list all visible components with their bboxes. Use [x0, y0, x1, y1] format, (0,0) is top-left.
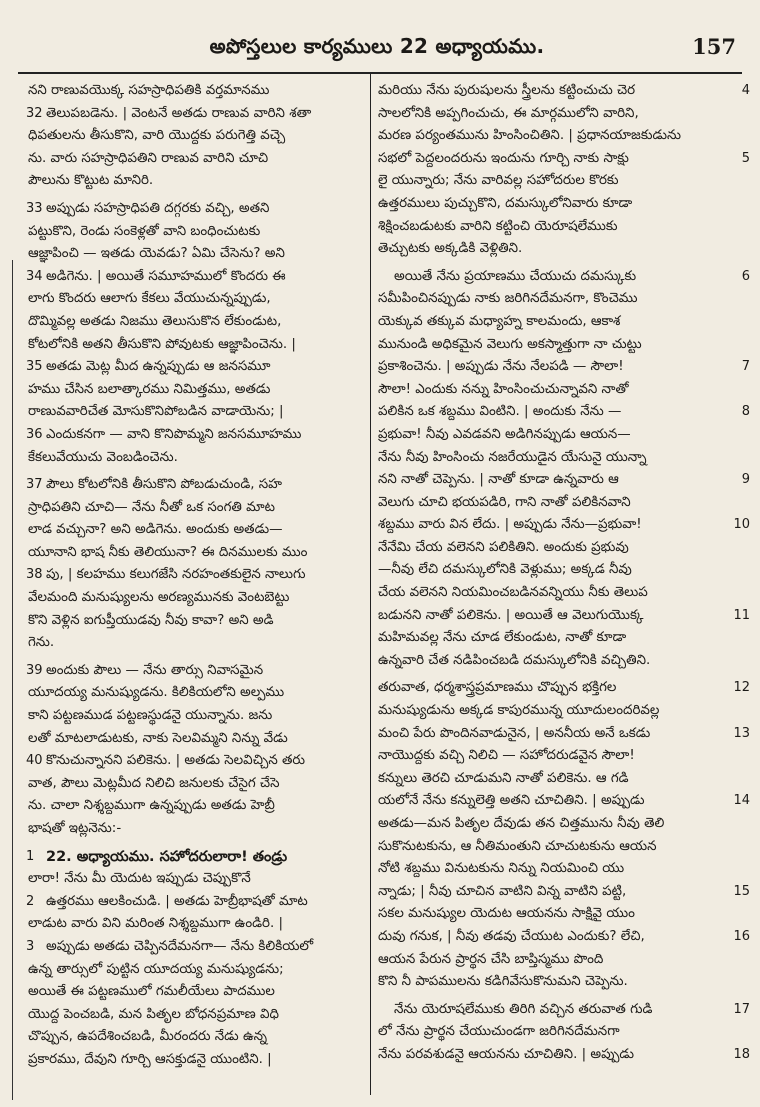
verse-number: 13: [733, 725, 750, 741]
text-line: [378, 723, 750, 746]
verse-text: ప్రకాశించెను. | అప్పుడు నేను నేలపడి — సౌలా!: [378, 359, 624, 375]
verse-number: 38: [26, 567, 43, 583]
text-line: [28, 243, 362, 266]
verse-text: లారా! నేను మీ యెదుట ఇప్పుడు చెప్పుకొనే: [28, 871, 251, 887]
verse-text: హము చేసిన బలాత్కారము నిమిత్తము, అతడు: [28, 381, 271, 397]
text-line: [378, 103, 714, 126]
verse-text: నేను యెరూషలేముకు తిరిగి వచ్చిన తరువాత గుడి: [394, 1001, 653, 1017]
text-line: [28, 221, 362, 244]
verse-text: సకల మనుష్యుల యెదుట ఆయనను సాక్షివై యుం: [378, 906, 635, 922]
verse-text: దువు గనుక, | నీవు తడవు చేయుట ఎందుకు? లేచి,: [378, 928, 645, 944]
text-line: [378, 469, 750, 492]
text-line: [28, 818, 362, 841]
text-line: [28, 170, 362, 193]
text-line: [28, 564, 362, 587]
verse-number: 33: [26, 200, 43, 216]
text-line: [378, 492, 714, 515]
verse-text: తరువాత, ధర్మశాస్త్రప్రమాణము చొప్పున భక్తిగల: [378, 680, 617, 696]
verse-text: బడునని నాతో పలికెను. | అయితే ఆ వెలుగుయొక్క: [378, 607, 644, 623]
verse-text: లాగు కొందరు ఆలాగు కేకలు వేయుచున్నప్పుడు,: [28, 291, 271, 307]
verse-number: 16: [733, 928, 750, 944]
text-line: [378, 334, 714, 357]
verse-text: —నీవు లేచి దమస్కులోనికి వెళ్లుము; అక్కడ నీవు: [378, 562, 632, 578]
text-line: [378, 999, 750, 1022]
verse-text: యొద్ద పెంచబడి, మన పితృల బోధనప్రమాణ విధి: [28, 1006, 279, 1022]
verse-number: 15: [733, 883, 750, 899]
verse-text: లో నేను ప్రార్థన చేయుచుండగా జరిగినదేమనగా: [378, 1024, 620, 1040]
text-line: [28, 913, 362, 936]
verse-number: 32: [26, 105, 43, 121]
verse-text: ఆజ్ఞాపించి — ఇతడు యెవడు? ఏమి చేసెను? అని: [28, 246, 285, 262]
verse-text: కొని వెళ్లిన ఐగుప్తీయుడవు నీవు కావా? అని అడి: [28, 612, 274, 628]
verse-text: యూదయ్య మనుష్యుడను. కిలికియలోని అల్పము: [28, 685, 285, 701]
verse-text: కోటలోనికి అతని తీసుకొని పోవుటకు ఆజ్ఞాపించెను. |: [28, 336, 296, 352]
text-line: [28, 795, 362, 818]
text-line: [378, 971, 714, 994]
verse-number: 34: [26, 268, 43, 284]
verse-text: మనుష్యుడును అక్కడ కాపురమున్న యూదులందరివల్ల: [378, 703, 660, 719]
text-line: [378, 238, 714, 261]
text-line: [378, 881, 750, 904]
verse-text: నని రాణువయొక్క సహస్రాధిపతికి వర్తమానము: [28, 83, 270, 98]
verse-text: నని నాతో చెప్పెను. | నాతో కూడా ఉన్నవారు ఆ: [378, 472, 619, 488]
verse-text: నోటి శబ్దము వినుటకును నిన్ను నియమించి యు: [378, 861, 625, 877]
verse-text: సౌలా! ఎందుకు నన్ను హింసించుచున్నావని నాతో: [378, 381, 629, 397]
verse-number: 37: [26, 477, 43, 493]
verse-text: యూనాని భాష నీకు తెలియునా? ఈ దినములకు ముం: [28, 544, 308, 560]
text-line: [28, 519, 362, 542]
text-line: [28, 750, 362, 773]
verse-text: తెలుపబడెను. | వెంటనే అతడు రాణువ వారిని శతా: [46, 105, 312, 121]
text-line: [378, 170, 714, 193]
text-line: [28, 660, 362, 683]
verse-text: లతో మాటలాడుటకు, నాకు సెలవిమ్మని నిన్ను వేడు: [28, 730, 288, 746]
verse-number: 4: [741, 83, 750, 98]
left-column: [28, 80, 362, 1072]
verse-text: ఆయన పేరున ప్రార్థన చేసి బాప్తిస్మము పొంది: [378, 951, 604, 967]
verse-number: 5: [741, 150, 750, 166]
verse-number: 39: [26, 662, 43, 678]
text-line: [378, 650, 714, 673]
page-header: [14, 34, 740, 70]
text-line: [28, 148, 362, 171]
margin-rule: [12, 260, 13, 1100]
verse-number: 35: [26, 359, 43, 375]
text-line: [28, 311, 362, 334]
verse-text: గెను.: [28, 635, 55, 651]
text-line: [378, 311, 714, 334]
text-line: [28, 80, 362, 103]
verse-text: మరణ పర్యంతమును హింసించితిని. | ప్రధానయాజకుడును: [378, 128, 682, 144]
verse-text: ధిపతులను తీసుకొని, వారి యొద్దకు పరుగెత్తి వచ్చె: [28, 128, 286, 144]
text-line: [378, 125, 714, 148]
verse-text: అడిగెను. | అయితే సమూహములో కొందరు ఈ: [46, 268, 286, 284]
verse-text: కాని పట్టణముడ పట్టణస్థుడనై యున్నాను. జను: [28, 708, 273, 724]
verse-text: పట్టుకొని, రెండు సంకెళ్లతో వాని బంధించుటకు: [28, 223, 261, 239]
verse-text: లై యున్నారు; నేను వారివల్ల సహోదరుల కొరకు: [378, 173, 619, 189]
text-line: [378, 745, 714, 768]
verse-text: ఉన్నవారి చేత నడిపించబడి దమస్కులోనికి వచ్చితిని.: [378, 652, 651, 668]
text-line: [378, 1044, 750, 1067]
text-line: [378, 514, 750, 537]
text-line: [378, 926, 750, 949]
verse-text: శిక్షించబడుటకు వారిని కట్టించి యెరూషలేముకు: [378, 218, 618, 234]
text-line: [378, 768, 714, 791]
verse-text: ఉన్న తార్సులో పుట్టిన యూదయ్య మనుష్యుడను;: [28, 961, 284, 977]
text-line: [378, 559, 714, 582]
text-line: [28, 846, 362, 869]
verse-text: తెచ్చుటకు అక్కడికి వెళ్లితిని.: [378, 241, 523, 257]
verse-text: సుకొనుటకును, ఆ నీతిమంతుని చూచుటకును ఆయన: [378, 838, 657, 854]
verse-text: యలోనే నేను కన్నులెత్తి అతని చూచితిని. | అప్పుడు: [378, 793, 645, 809]
verse-text: ప్రభువా! నీవు ఎవడవని అడిగినప్పుడు ఆయన—: [378, 426, 631, 442]
verse-text: నేను నీవు హింసించు నజరేయుడైన యేసునై యున్నా: [378, 449, 647, 465]
text-line: [378, 858, 714, 881]
verse-text: మంచి పేరు పొందినవాడునైన, | అననీయ అనే ఒకడు: [378, 725, 651, 741]
verse-text: కొని నీ పాపములను కడిగివేసుకొనుమని చెప్పెను.: [378, 974, 628, 990]
verse-number: 12: [733, 680, 750, 696]
verse-text: సభలో పెద్దలందరును ఇందును గూర్చి నాకు సాక్షు: [378, 150, 629, 166]
text-line: [28, 773, 362, 796]
verse-number: 2: [26, 893, 35, 909]
verse-text: కన్నులు తెరచి చూడుమని నాతో పలికెను. ఆ గడి: [378, 770, 629, 786]
verse-text: ఉత్తరములు పుచ్చుకొని, దమస్కులోనివారు కూడా: [378, 195, 633, 211]
verse-text: వాత, పౌలు మెట్లమీద నిలిచి జనులకు చేసైగ చేసె: [28, 775, 280, 791]
verse-number: 3: [26, 938, 35, 954]
text-line: [378, 356, 750, 379]
verse-text: అతడు మెట్ల మీద ఉన్నప్పుడు ఆ జనసమూ: [46, 359, 271, 375]
text-line: [378, 1021, 714, 1044]
text-line: [378, 288, 714, 311]
column-divider: [370, 73, 371, 1095]
text-line: [378, 148, 750, 171]
text-line: [28, 728, 362, 751]
text-line: [378, 813, 714, 836]
text-line: [28, 587, 362, 610]
verse-text: వెలుగు చూచి భయపడిరి, గాని నాతో పలికినవాని: [378, 494, 631, 510]
verse-text: మునుండి అధికమైన వెలుగు అకస్మాత్తుగా నా చుట్టు: [378, 336, 642, 352]
verse-text: నాయొద్దకు వచ్చి నిలిచి — సహోదరుడవైన సౌలా!: [378, 748, 635, 764]
header-rule: [18, 72, 742, 74]
text-line: [378, 266, 750, 289]
text-line: [28, 266, 362, 289]
verse-number: 6: [741, 268, 750, 284]
verse-text: ను. వారు సహస్రాధిపతిని రాణువ వారిని చూచి: [28, 150, 269, 166]
verse-text: అప్పుడు అతడు చెప్పినదేమనగా— నేను కిలికియలో: [46, 938, 314, 954]
verse-text: భాషతో ఇట్లనెను:-: [28, 821, 122, 836]
verse-text: న్నాడు; | నీవు చూచిన వాటిని విన్న వాటిని పట్టి,: [378, 883, 627, 899]
verse-number: 17: [733, 1001, 750, 1017]
verse-text: చొప్పున, ఉపదేశించబడి, మీరందరు నేడు ఉన్న: [28, 1029, 268, 1045]
verse-text: అయితే ఈ పట్టణములో గమలీయేలు పాదముల: [28, 984, 275, 1000]
verse-text: నేను పరవశుడనై ఆయనను చూచితిని. | అప్పుడు: [378, 1046, 634, 1062]
text-line: [28, 288, 362, 311]
verse-text: పౌలు కోటలోనికి తీసుకొని పోబడుచుండి, సహ: [46, 477, 282, 493]
text-line: [28, 542, 362, 565]
verse-text: స్రాధిపతిని చూచి— నేను నీతో ఒక సంగతి మాట: [28, 499, 275, 515]
text-line: [28, 497, 362, 520]
verse-text: మరియు నేను పురుషులను స్త్రీలను కట్టించుచు చెర: [378, 83, 636, 98]
text-line: [28, 610, 362, 633]
text-line: [378, 627, 714, 650]
text-line: [28, 705, 362, 728]
text-line: [378, 216, 714, 239]
verse-text: ను. చాలా నిశ్శబ్దముగా ఉన్నప్పుడు అతడు హెబ్రీ: [28, 798, 275, 814]
text-line: [28, 632, 362, 655]
verse-number: 14: [733, 793, 750, 809]
verse-text: లాడ వచ్చునా? అని అడిగెను. అందుకు అతడు—: [28, 522, 283, 538]
text-line: [378, 903, 714, 926]
verse-text: అందుకు పౌలు — నేను తార్సు నివాసమైన: [46, 662, 264, 678]
verse-text: లాడుట వారు విని మరింత నిశ్శబ్దముగా ఉండిరి. |: [28, 916, 284, 932]
verse-text: పు, | కలహము కలుగజేసి నరహంతకులైన నాలుగు: [46, 567, 306, 583]
text-line: [378, 836, 714, 859]
verse-text: సమీపించినప్పుడు నాకు జరిగినదేమనగా, కొంచెము: [378, 291, 638, 307]
text-line: [378, 949, 714, 972]
verse-number: 10: [733, 517, 750, 533]
verse-number: 36: [26, 426, 43, 442]
text-line: [28, 868, 362, 891]
text-line: [28, 1004, 362, 1027]
verse-text: నేనేమి చేయ వలెనని పలికితిని. అందుకు ప్రభువు: [378, 539, 629, 555]
verse-text: సాలలోనికి అప్పగించుచు, ఈ మార్గములోని వారిని,: [378, 105, 639, 121]
right-column: [378, 80, 750, 1067]
verse-text: చేయ వలెనని నియమించబడినవన్నియు నీకు తెలుప: [378, 585, 648, 601]
verse-text: దొమ్మివల్ల అతడు నిజము తెలుసుకొన లేకుండుట,: [28, 313, 282, 329]
text-line: [28, 447, 362, 470]
text-line: [28, 424, 362, 447]
text-line: [28, 682, 362, 705]
verse-text: అతడు—మన పితృల దేవుడు తన చిత్తమును నీవు తెలి: [378, 816, 665, 831]
text-line: [378, 424, 714, 447]
verse-text: పౌలును కొట్టుట మానిరి.: [28, 173, 154, 189]
text-line: [28, 198, 362, 221]
verse-text: రాణువవారిచేత మోసుకొనిపోబడిన వాడాయెను; |: [28, 404, 284, 420]
text-line: [28, 401, 362, 424]
text-line: [28, 356, 362, 379]
text-line: [28, 125, 362, 148]
verse-text: పలికిన ఒక శబ్దము వింటిని. | అందుకు నేను —: [378, 404, 622, 420]
verse-number: 7: [741, 359, 750, 375]
chapter-heading: 22. అధ్యాయము. సహోదరులారా! తండ్రు: [46, 848, 288, 865]
verse-text: అయితే నేను ప్రయాణము చేయుచు దమస్కుకు: [394, 268, 637, 284]
verse-text: మహిమవల్ల నేను చూడ లేకుండుట, నాతో కూడా: [378, 630, 627, 646]
verse-text: అప్పుడు సహస్రాధిపతి దగ్గరకు వచ్చి, అతని: [46, 200, 270, 216]
text-line: [28, 474, 362, 497]
page-title: అపోస్తలుల కార్యములు 22 అధ్యాయము.: [209, 34, 545, 58]
text-line: [28, 959, 362, 982]
text-line: [378, 677, 750, 700]
verse-text: ప్రకారము, దేవుని గూర్చి ఆసక్తుడనై యుంటిని. |: [28, 1051, 272, 1067]
text-line: [378, 401, 750, 424]
verse-text: కొనుచున్నానని పలికెను. | అతడు సెలవిచ్చిన తరు: [46, 753, 305, 769]
verse-number: 11: [733, 607, 750, 623]
verse-text: కేకలువేయుచు వెంబడించెను.: [28, 449, 178, 465]
text-line: [28, 334, 362, 357]
text-line: [378, 379, 714, 402]
verse-number: 18: [733, 1046, 750, 1062]
text-line: [378, 790, 750, 813]
verse-text: ఉత్తరము ఆలకించుడి. | అతడు హెబ్రీభాషతో మాట: [46, 893, 308, 909]
text-line: [378, 80, 750, 103]
verse-number: 1: [26, 848, 35, 864]
text-line: [28, 103, 362, 126]
text-line: [378, 537, 714, 560]
text-line: [378, 582, 714, 605]
verse-text: వేలమంది మనుష్యులను అరణ్యమునకు వెంటబెట్టు: [28, 590, 290, 606]
verse-number: 40: [26, 753, 43, 769]
verse-number: 9: [741, 472, 750, 488]
text-line: [378, 700, 714, 723]
text-line: [28, 981, 362, 1004]
text-line: [378, 193, 714, 216]
text-line: [28, 1026, 362, 1049]
verse-text: ఎందుకనగా — వాని కొనిపొమ్మని జనసమూహము: [46, 426, 302, 442]
text-line: [28, 936, 362, 959]
text-line: [28, 891, 362, 914]
verse-number: 8: [741, 404, 750, 420]
text-line: [378, 447, 714, 470]
verse-text: యెక్కువ తక్కువ మధ్యాహ్న కాలమందు, ఆకాశ: [378, 313, 621, 329]
text-line: [28, 379, 362, 402]
text-line: [378, 605, 750, 628]
page-number: 157: [692, 34, 736, 59]
text-line: [28, 1049, 362, 1072]
verse-text: శబ్దము వారు విన లేదు. | అప్పుడు నేను—ప్రభువా!: [378, 517, 642, 533]
